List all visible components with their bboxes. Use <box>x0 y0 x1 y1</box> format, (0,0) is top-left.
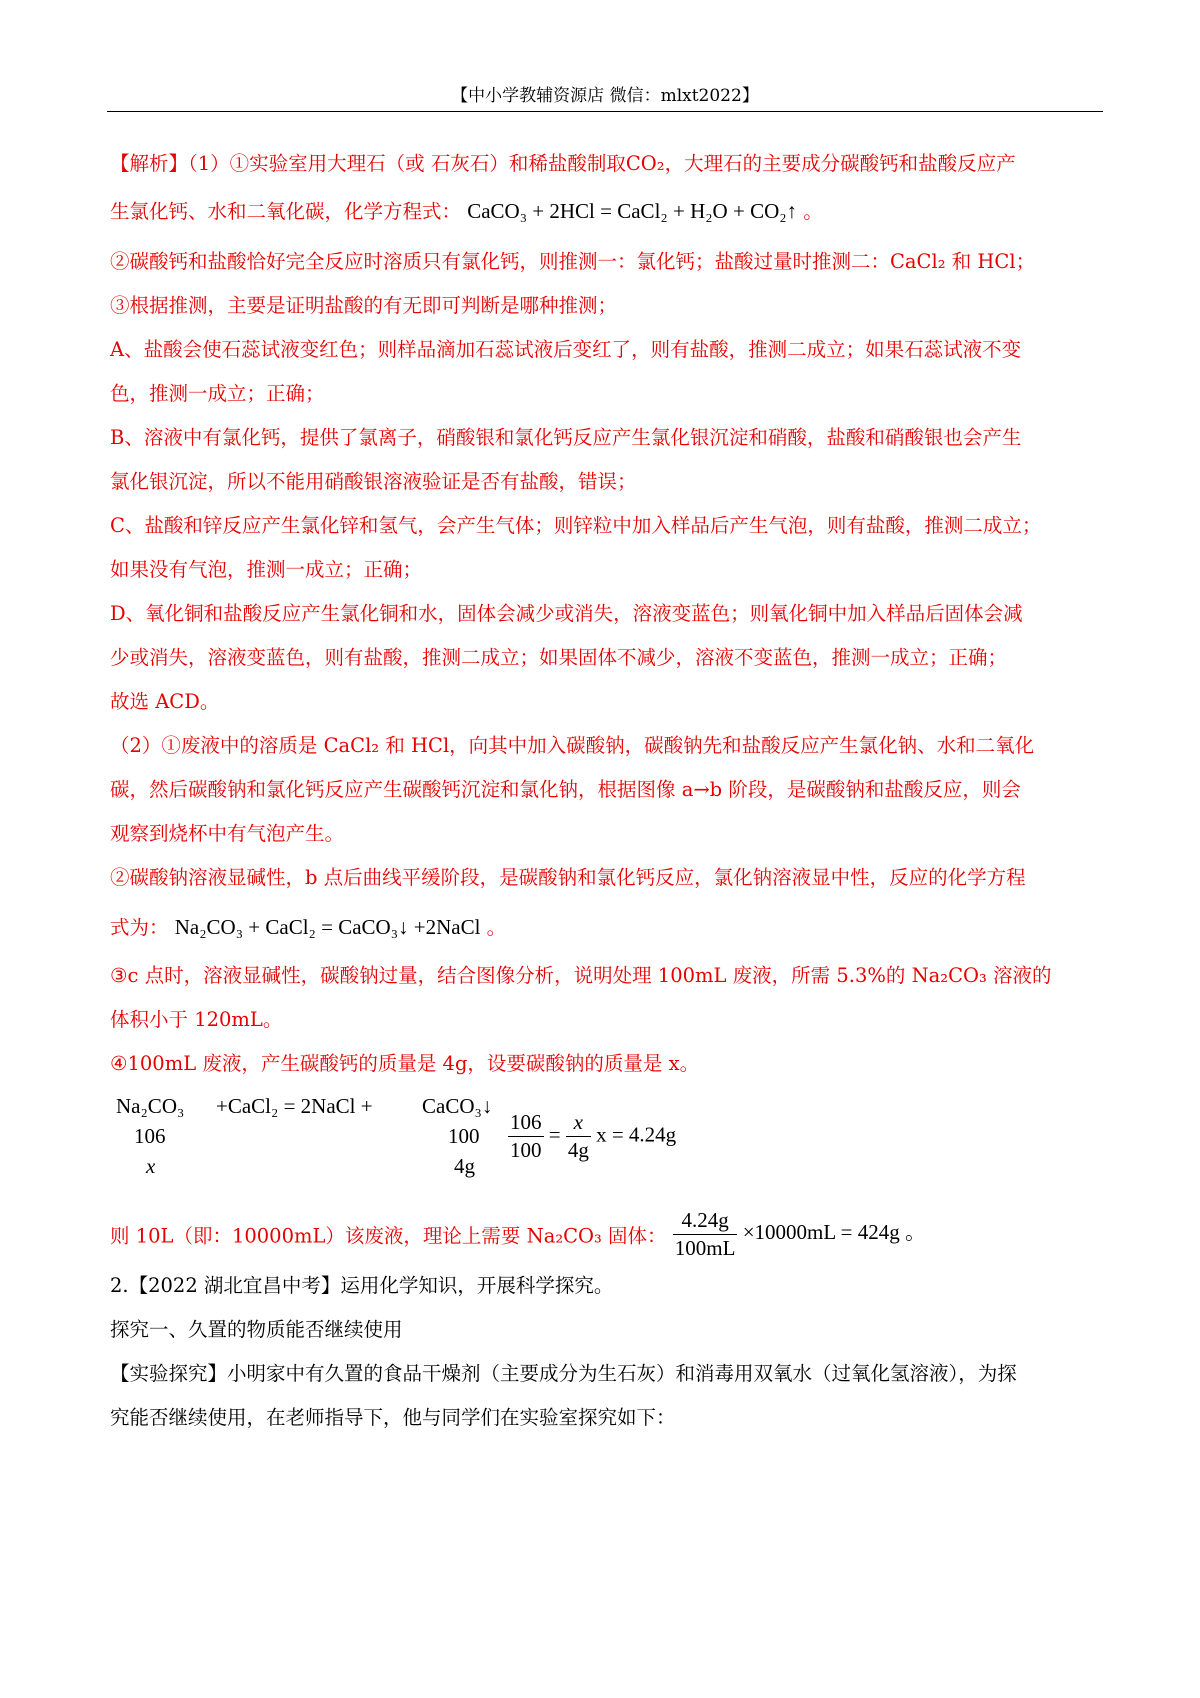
final-result: ×10000mL = 424g 。 <box>742 1220 927 1245</box>
calc-na2co3: Na₂CO₃ <box>116 1094 185 1118</box>
fraction-denominator: 4g <box>567 1138 589 1162</box>
period: 。 <box>486 916 507 939</box>
calc-unknown-x: x <box>146 1154 156 1178</box>
fraction-denominator: 100 <box>510 1138 542 1162</box>
part2b-line: ②碳酸钠溶液显碱性，b 点后曲线平缓阶段，是碳酸钠和氯化钙反应，氯化钠溶液显中性，反应的化学方程 <box>110 866 1026 889</box>
fraction-mass-volume <box>673 1208 738 1261</box>
explore-heading: 探究一、久置的物质能否继续使用 <box>110 1318 403 1341</box>
final-expression <box>673 1208 927 1260</box>
fraction-numerator: x <box>566 1110 591 1137</box>
analysis-text: 生氯化钙、水和二氧化碳，化学方程式： <box>110 200 462 223</box>
calc-mass-caco3: 4g <box>454 1154 475 1178</box>
equation-caco3-hcl: CaCO₃ + 2HCl = CaCl₂ + H₂O + CO₂↑ <box>467 199 798 223</box>
calc-reaction: +CaCl₂ = 2NaCl + <box>216 1094 373 1118</box>
part2c-line: 体积小于 120mL。 <box>110 1008 283 1031</box>
option-b-line: B、溶液中有氯化钙，提供了氯离子，硝酸银和氯化钙反应产生氯化银沉淀和硝酸，盐酸和硝酸银也会产生 <box>110 426 1022 449</box>
analysis-line <box>110 196 823 224</box>
option-c-line: 如果没有气泡，推测一成立；正确； <box>110 558 423 581</box>
part2d-line: ④100mL 废液，产生碳酸钙的质量是 4g，设要碳酸钠的质量是 x。 <box>110 1052 700 1075</box>
experiment-line: 究能否继续使用，在老师指导下，他与同学们在实验室探究如下： <box>110 1406 676 1429</box>
option-b-line: 氯化银沉淀，所以不能用硝酸银溶液验证是否有盐酸，错误； <box>110 470 637 493</box>
calc-result: x = 4.24g <box>596 1122 677 1147</box>
part2-line: 碳，然后碳酸钠和氯化钙反应产生碳酸钙沉淀和氯化钠，根据图像 a→b 阶段，是碳酸钠和盐酸反应，则会 <box>110 778 1021 801</box>
part2-line: 观察到烧杯中有气泡产生。 <box>110 822 345 845</box>
option-c-line: C、盐酸和锌反应产生氯化锌和氢气，会产生气体；则锌粒中加入样品后产生气泡，则有盐酸，推测二成立； <box>110 514 1042 537</box>
analysis-line: ②碳酸钙和盐酸恰好完全反应时溶质只有氯化钙，则推测一：氯化钙；盐酸过量时推测二：CaCl₂ 和 HCl； <box>110 250 1036 273</box>
calc-caco3: CaCO₃↓ <box>422 1094 493 1118</box>
option-d-line: 故选 ACD。 <box>110 690 220 713</box>
fraction-106-100 <box>508 1110 544 1163</box>
part2c-line: ③c 点时，溶液显碱性，碳酸钠过量，结合图像分析，说明处理 100mL 废液，所需 5.3%的 Na₂CO₃ 溶液的 <box>110 964 1052 987</box>
analysis-line: 【解析】（1）①实验室用大理石（或 石灰石）和稀盐酸制取CO₂，大理石的主要成分碳酸钙和盐酸反应产 <box>110 152 1016 175</box>
page-header: 【中小学教辅资源店 微信：mlxt2022】 <box>451 86 759 106</box>
equation-na2co3-cacl2: Na₂CO₃ + CaCl₂ = CaCO₃↓ +2NaCl <box>174 915 481 939</box>
option-a-line: 色，推测一成立；正确； <box>110 382 325 405</box>
part2b-line <box>110 912 506 940</box>
period: 。 <box>803 200 823 223</box>
calc-molar-na2co3: 106 <box>134 1124 166 1148</box>
fraction-numerator: 106 <box>508 1110 544 1137</box>
analysis-line: ③根据推测，主要是证明盐酸的有无即可判断是哪种推测； <box>110 294 618 317</box>
option-d-line: D、氧化铜和盐酸反应产生氯化铜和水，固体会减少或消失，溶液变蓝色；则氧化铜中加入样品后固体会减 <box>110 602 1023 625</box>
calculation-block <box>110 1088 810 1188</box>
fraction-x-4g <box>566 1110 591 1163</box>
equals-sign: = <box>548 1122 561 1147</box>
fraction-denominator: 100mL <box>674 1236 736 1260</box>
final-answer-line <box>110 1208 926 1261</box>
analysis-text: 式为： <box>110 916 169 939</box>
header-divider <box>107 111 1103 112</box>
calc-proportion <box>508 1110 676 1163</box>
question-title: 2.【2022 湖北宜昌中考】运用化学知识，开展科学探究。 <box>110 1274 614 1297</box>
final-text: 则 10L（即：10000mL）该废液，理论上需要 Na₂CO₃ 固体： <box>110 1224 667 1248</box>
calc-molar-caco3: 100 <box>448 1124 480 1148</box>
part2-line: （2）①废液中的溶质是 CaCl₂ 和 HCl，向其中加入碳酸钠，碳酸钠先和盐酸反应产生氯化钠、水和二氧化 <box>110 734 1035 757</box>
experiment-line: 【实验探究】小明家中有久置的食品干燥剂（主要成分为生石灰）和消毒用双氧水（过氧化氢溶液），为探 <box>110 1362 1017 1385</box>
option-a-line: A、盐酸会使石蕊试液变红色；则样品滴加石蕊试液后变红了，则有盐酸，推测二成立；如果石蕊试液不变 <box>110 338 1022 361</box>
option-d-line: 少或消失，溶液变蓝色，则有盐酸，推测二成立；如果固体不减少，溶液不变蓝色，推测一成立；正确； <box>110 646 1008 669</box>
fraction-numerator: 4.24g <box>673 1208 738 1235</box>
